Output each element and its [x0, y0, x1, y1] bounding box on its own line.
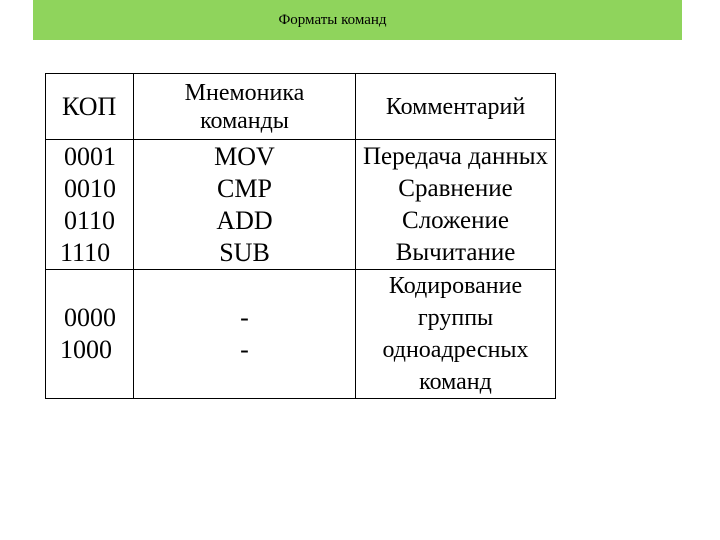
mnemonic-value: CMP: [217, 173, 272, 203]
opcode-value: 0110: [64, 205, 116, 235]
mnemonic-value: ADD: [216, 205, 273, 235]
header-comment: Комментарий: [356, 74, 556, 140]
mnemonic-value: MOV: [214, 141, 275, 171]
header-mnemonic: Мнемоника команды: [134, 74, 356, 140]
opcode-cell: [46, 270, 134, 399]
slide-header: [33, 0, 682, 40]
mnemonic-value: SUB: [219, 237, 270, 267]
opcode-value: 1110: [60, 237, 111, 267]
comment-value: Сложение: [402, 206, 509, 234]
comment-value: Вычитание: [395, 238, 516, 266]
comment-cell: [356, 140, 556, 270]
mnemonic-cell: [134, 140, 356, 270]
mnemonic-value: -: [240, 303, 249, 332]
slide-title: Форматы команд: [278, 11, 387, 28]
opcode-value: 0010: [64, 173, 116, 203]
mnemonic-value: -: [240, 335, 249, 364]
opcode-value: 1000: [60, 335, 112, 364]
opcode-cell: [46, 140, 134, 270]
table-row: [46, 140, 556, 270]
mnemonic-cell: [134, 270, 356, 399]
comment-value: Сравнение: [398, 174, 513, 202]
opcode-value: 0001: [64, 141, 116, 171]
opcode-value: 0000: [64, 303, 116, 332]
comment-cell: [356, 270, 556, 399]
command-formats-table: [45, 73, 556, 399]
comment-value: Кодирование группы одноадресных команд: [382, 273, 529, 395]
table-row: [46, 270, 556, 399]
comment-value: Передача данных: [362, 142, 549, 170]
header-opcode: КОП: [46, 74, 134, 140]
table-header-row: [46, 74, 556, 140]
